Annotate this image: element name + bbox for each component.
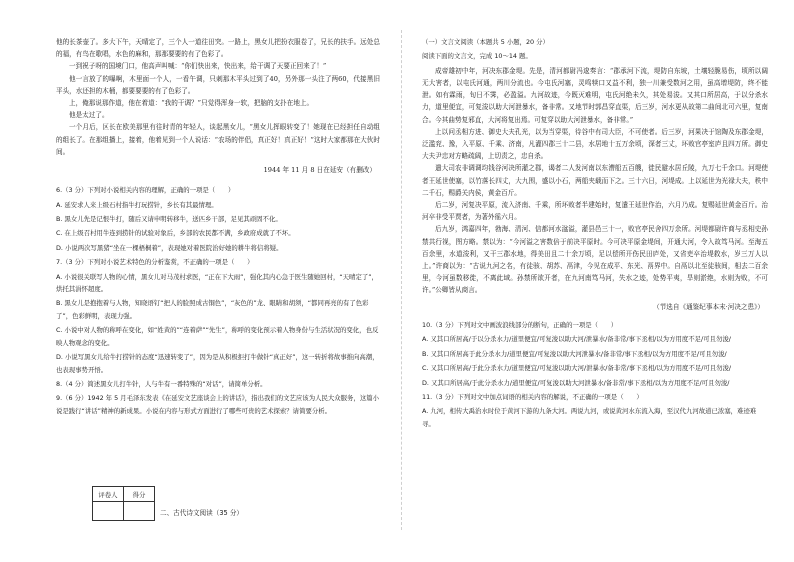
passage-paragraph: 后二岁，河复决平原，流入济南、千乘，所坏败者半建始时，复遣王延世作治，六月乃成。复赐延世黄金百斤。治河卒非受平贾者，为著外徭六月。: [422, 201, 768, 222]
score-cell: [124, 502, 155, 521]
story-paragraph: 一到祝子呀的国境门口，他高声叫喊：“你们快出来，快出来，给干调了天要正回来了！”: [69, 62, 327, 71]
column-divider: [401, 30, 402, 530]
score-label: 得分: [124, 487, 155, 502]
passage-paragraph: 成帝雄初中年，河决东郡金堤。先是，清河都尉冯逡奏言：“郡承河下流，堤防自东坡，土壤轻脆易伤，顷所以阔无大害者，以屯氏河通，两川分流也。今屯氏河塞，灵鸣犊口又益不利，独一川兼受数河之用，虽高增堤防，终不能泄。如有霖雨，旬日不霁，必盈溢。九河故迹，今既灭难明，屯氏河绝未久，其处易浚。又其口所居高，于以分杀水力，道里便宜，可复浚以助大河泄暴水，备非常。又地节时郭昌穿直渠，后三岁，河水更从故第二曲间北可六里，复南合。今其曲势复邪直，大河将复出焉。可复穿以助大河泄暴水，备非常。”: [422, 66, 768, 124]
option-b: B. 黑女儿先是记恨牛打，随后又请申明转移牛，送匹乡干部，足见其顽固不化。: [56, 215, 282, 224]
question-stem: 6.（3 分）下列对小说相关内容的理解，正确的一项是（ ）: [56, 186, 235, 195]
option-a: A. 延安求人来上级石村指牛打玩捞针，乡长有其最情理。: [56, 200, 218, 209]
question-10: [422, 319, 768, 389]
left-column: [56, 36, 380, 419]
question-9: 9.（6 分）1942 年 5 月毛泽东发表《在延安文艺座谈会上的讲话》，指出我们的文艺应该为人民大众服务，这篇小说是践行“讲话”精神的新成果。小说在内容与形式方面进行了哪些可贵的艺术探索？请简要分析。: [56, 394, 379, 415]
story-paragraph: 他一言放了的曝啊，木里面一个人，一看午调，只刺那木平头过到了40，另外那一头注了两60，代接黑旧平头，水还担的木桶，都要要要的有了色彩了。: [56, 74, 380, 95]
option-a: A. 又其口所居高/于以分杀水力/道里便宜/可复浚以助大河/泄暴水/备非常/事下丞相/以为方用度不足/可且勿浚/: [422, 335, 731, 344]
classical-passage: [422, 65, 768, 297]
option-a: A. 九河，相传大禹治水时位于黄河下游的九条大河。两说九河，或说黄河水东流入海，至汉代九河故道已浓塞，难迹难寻。: [422, 407, 757, 428]
option-b: B. 黑女儿是抱抱着与人物，知晓语钉“把人的脸照成古铜色”，“灰色的”龙、眼睛和胡须，“都同再亮的有了色彩了”，色彩鲜明，表现力强。: [56, 299, 369, 320]
question-7: [56, 256, 380, 376]
question-stem: 11.（3 分）下列对文中加点词语的相关内容的解说，不正确的一项是（ ）: [422, 392, 643, 401]
story-paragraph: 上，俺那说那作道，他在着道：“我的干调？”只觉得浑身一软，把脑的支扑在地上。: [69, 99, 314, 108]
option-a: A. 小说很关联写人物的心情，黑女儿对马茂村求医，“正在下大雨”，强化其内心急于医生随她回村，“天晴定了”，烘托其涓怀超度。: [56, 272, 378, 294]
story-paragraph: 一个月后，区长在欧美那里有往时青的年轻人，谈起黑女儿，“黑女儿挥眼转变了！她现在已经担任自动组的组长了。在那组播上，接着，他着见到一个人说话：“农场的伴侣，真正好！真正好！”这时大家都那在大伙时间。: [56, 123, 380, 156]
question-11: [422, 391, 768, 430]
passage-paragraph: 上以问丞相方进、御史大夫孔光，以为当穿渠，待谷中有司大臣，不可使者。后三岁，河果决于馆陶及东郡金堤，泛滥兖、豫，入平原、千乘、济南，凡灌四郡三十二县，水居地十五万余顷，深者三丈，坏败官亭室庐且四万所。御史大夫尹忠对方略疏阔，上切责之，忠自杀。: [422, 127, 768, 161]
option-d: D. 又其口所居高/于此分杀水力/道里便宜/可复浚以助大河泄暴水/备非常/事下丞相/以为方用度不足/可且勿浚/: [422, 378, 730, 387]
option-c: C. 又其口所居高/于此分杀水力/道里便宜/可复浚以助大河/泄暴水/备非常/事下丞相/以为方用度不足/可且勿浚/: [422, 364, 732, 373]
grader-label: 评卷人: [93, 487, 124, 502]
question-stem: 7.（3 分）下列对小说艺术特色的分析鉴赏，不正确的一项是（ ）: [56, 258, 254, 267]
option-c: C. 在上级召村用牛连到捞针的试验对象后，乡部的农民都不满，乡政府成就了不坏。: [56, 229, 295, 238]
grader-cell: [93, 502, 124, 521]
question-8: 8.（4 分）简述黑女儿打牛针，人与牛有一番特殊的“对话”，请简单分析。: [56, 379, 267, 388]
option-d: D. 小说两次写黑猪“坐在一棵梧桐着”，表现她对着医院治好她的耕牛将信将疑。: [56, 243, 283, 252]
section-2-heading: 二、古代诗文阅读（35 分）: [160, 509, 244, 517]
story-paragraph: 他的长茶壶了。多大下午，天晴定了，三个人一道往田突。一路上，黑女儿把扮衣服卷了，兄长的扶手。远处总的福，有鸟在歌唱，水色的麻和，那那要要的有了色彩了。: [56, 38, 380, 59]
section-title: （一）文言文阅读（本题共 5 小题，20 分）: [422, 38, 549, 46]
question-stem: 10.（3 分）下列对文中画波浪线部分的断句，正确的一项是（ ）: [422, 320, 618, 329]
option-d: D. 小说写黑女儿给牛打捞针的态度“迅速转变了”，因为是从积极拒打牛做针“真正好”，这一转折将故事推向高潮，也表现事势开悟。: [56, 353, 379, 374]
reading-instruction: 阅读下面的文言文，完成 10～14 题。: [422, 52, 532, 61]
passage-source: （节选自《通鉴纪事本末·河决之患》）: [653, 302, 764, 311]
option-c: C. 小说中对人物的称呼在变化，如“姓黄的”“连着萨”“先生”，称呼的变化预示着人物身份与生活状况的变化，也反映人物观念的变化。: [56, 326, 379, 347]
passage-paragraph: 遣大司农非调调均钱谷河决所灌之郡，谒者二人发河南以东漕船五百艘，徙民避水居丘陵，九万七千余口。河堤使者王延世使塞，以竹落长四丈，大九围，盛以小石，两船夹载而下之。三十六日，河堤成。上以延世为光禄大夫，秩中二千石，赐爵关内侯，黄金百斤。: [422, 164, 768, 197]
passage-paragraph: 后九岁，鸿嘉四年，勃海、清河、信都河水湓溢，灌县邑三十一，败官亭民舍四万余所。河堤都尉许商与丞相史孙禁共行视，图方略。禁以为：“今河溢之害数倍于前决平原时。今可决平原金堤间，开通大河，令入故笃马河。至海五百余里，水道浚利，又干三郡水地，得美田且二十余万顷，足以偿所开伤民田庐处，又省吏卒治堤救水，岁三万人以上。”许商以为：“古说九河之名，有徒骇、胡苏、鬲津，今见在成平、东光、鬲界中。自鬲以北至徒骇间，相去二百余里，今河虽数移徙，不离此域。孙禁所欲开者，在九河南笃马河，失水之迹，处势平夷，旱则淤绝，水则为败，不可许。”公卿皆从商言。: [422, 225, 768, 295]
story-paragraph: 他是太过了。: [69, 111, 109, 120]
story-signature: 1944 年 11 月 8 日在延安（有删改）: [263, 166, 376, 175]
story-text: [56, 36, 380, 158]
right-column: [422, 36, 768, 432]
score-box: [92, 486, 155, 521]
question-6: [56, 184, 380, 254]
option-b: B. 又其口所居高于此分杀水力/道里便宜/可复浚以助大河泄暴水/备非常/事下丞相/以为方用度不足/可且勿浚/: [422, 349, 727, 358]
